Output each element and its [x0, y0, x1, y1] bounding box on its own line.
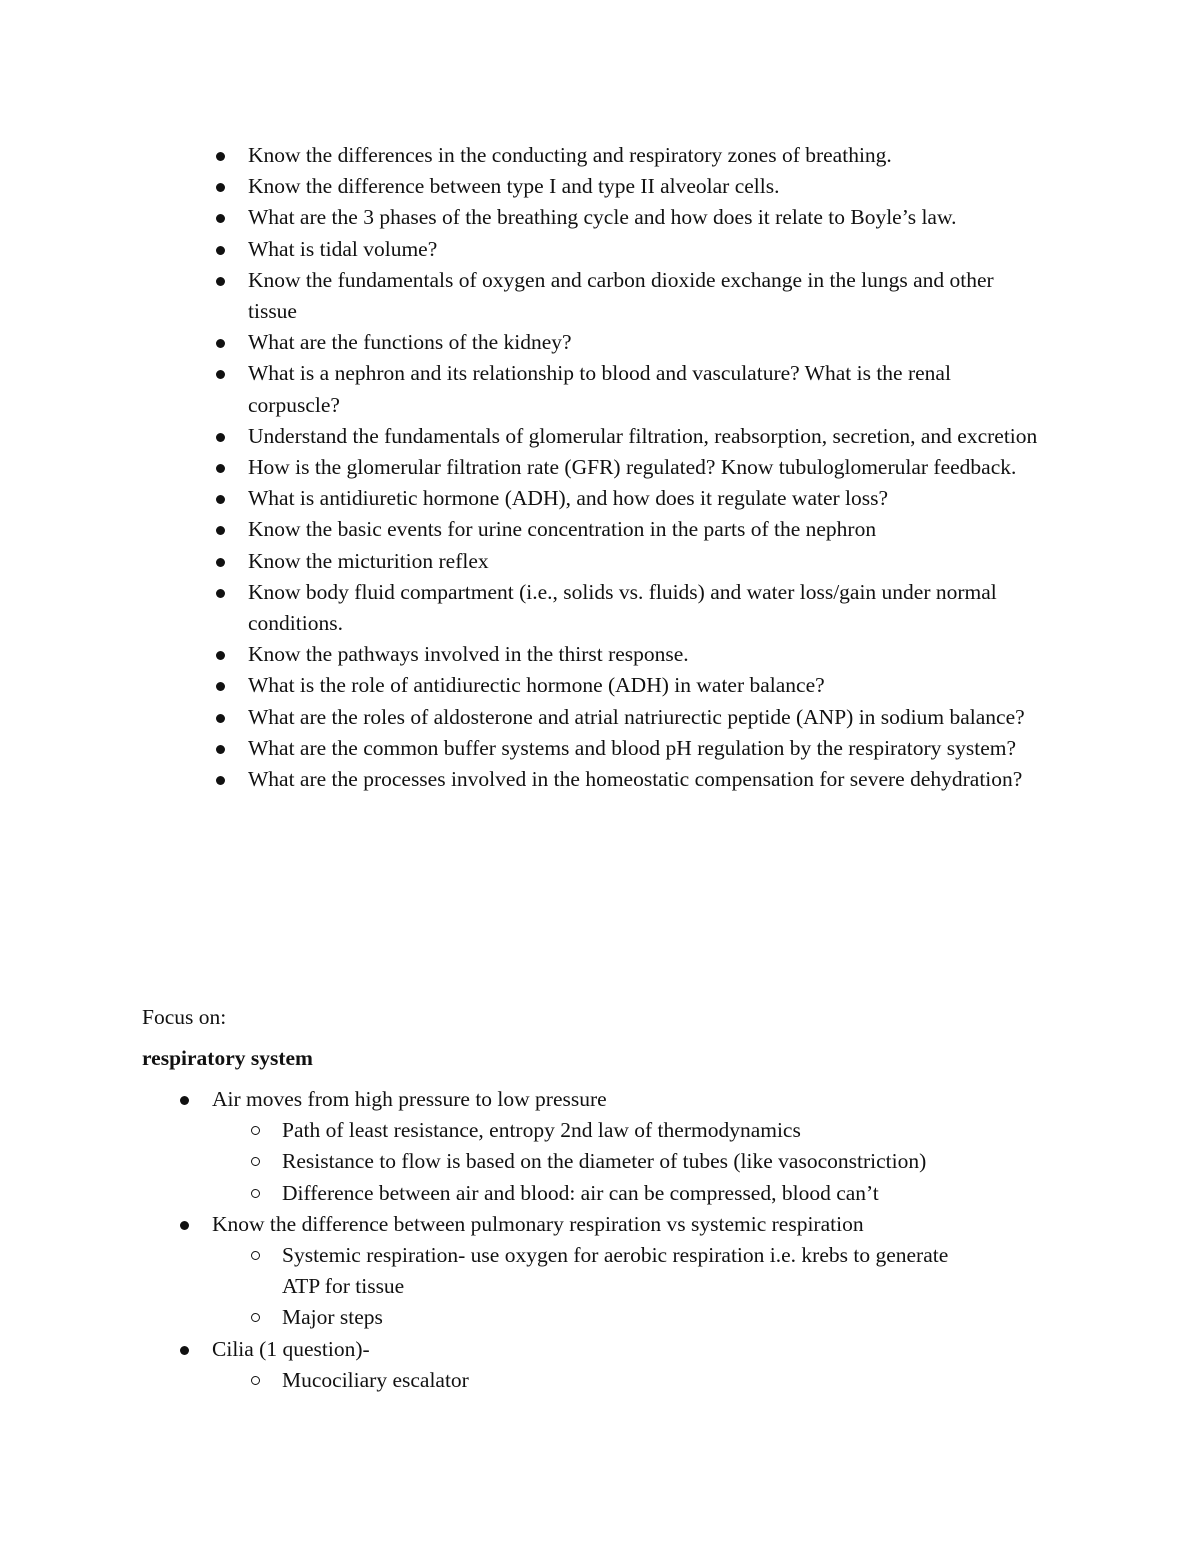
sub-list-item: Major steps [282, 1302, 1032, 1333]
sub-list-item: Difference between air and blood: air can be compressed, blood can’t [282, 1178, 1032, 1209]
list-item: How is the glomerular filtration rate (GFR) regulated? Know tubuloglomerular feedback. [248, 452, 1048, 483]
list-item: Know body fluid compartment (i.e., solids vs. fluids) and water loss/gain under normal conditions. [248, 577, 1048, 639]
objectives-list [248, 140, 1048, 795]
sub-list [212, 1365, 1032, 1396]
list-item: Know the pathways involved in the thirst response. [248, 639, 1048, 670]
focus-item [212, 1334, 1032, 1396]
list-item: Know the difference between type I and type II alveolar cells. [248, 171, 1048, 202]
list-item: Understand the fundamentals of glomerular filtration, reabsorption, secretion, and excretion [248, 421, 1048, 452]
focus-item-text: Air moves from high pressure to low pressure [212, 1084, 1032, 1115]
section-heading: respiratory system [142, 1046, 313, 1070]
list-item: Know the micturition reflex [248, 546, 1048, 577]
list-item: What is antidiuretic hormone (ADH), and how does it regulate water loss? [248, 483, 1048, 514]
list-item: Know the differences in the conducting and respiratory zones of breathing. [248, 140, 1048, 171]
list-item: What are the processes involved in the homeostatic compensation for severe dehydration? [248, 764, 1048, 795]
focus-list [212, 1084, 1032, 1396]
focus-item [212, 1209, 1032, 1334]
list-item: What is tidal volume? [248, 234, 1048, 265]
list-item: What is a nephron and its relationship to blood and vasculature? What is the renal corpuscle? [248, 358, 1048, 420]
focus-label: Focus on: [142, 1005, 227, 1029]
sub-list [212, 1115, 1032, 1209]
list-item: What is the role of antidiurectic hormone (ADH) in water balance? [248, 670, 1048, 701]
list-item: Know the basic events for urine concentration in the parts of the nephron [248, 514, 1048, 545]
sub-list-item: Systemic respiration- use oxygen for aerobic respiration i.e. krebs to generate ATP for tissue [282, 1240, 1032, 1302]
sub-list [212, 1240, 1032, 1334]
sub-list-item: Path of least resistance, entropy 2nd law of thermodynamics [282, 1115, 1032, 1146]
list-item: Know the fundamentals of oxygen and carbon dioxide exchange in the lungs and other tissue [248, 265, 1048, 327]
focus-item [212, 1084, 1032, 1209]
list-item: What are the functions of the kidney? [248, 327, 1048, 358]
list-item: What are the roles of aldosterone and atrial natriurectic peptide (ANP) in sodium balance? [248, 702, 1048, 733]
focus-item-text: Know the difference between pulmonary respiration vs systemic respiration [212, 1209, 1032, 1240]
list-item: What are the common buffer systems and blood pH regulation by the respiratory system? [248, 733, 1048, 764]
sub-list-item: Resistance to flow is based on the diameter of tubes (like vasoconstriction) [282, 1146, 1032, 1177]
list-item: What are the 3 phases of the breathing cycle and how does it relate to Boyle’s law. [248, 202, 1048, 233]
sub-list-item: Mucociliary escalator [282, 1365, 1032, 1396]
focus-item-text: Cilia (1 question)- [212, 1334, 1032, 1365]
